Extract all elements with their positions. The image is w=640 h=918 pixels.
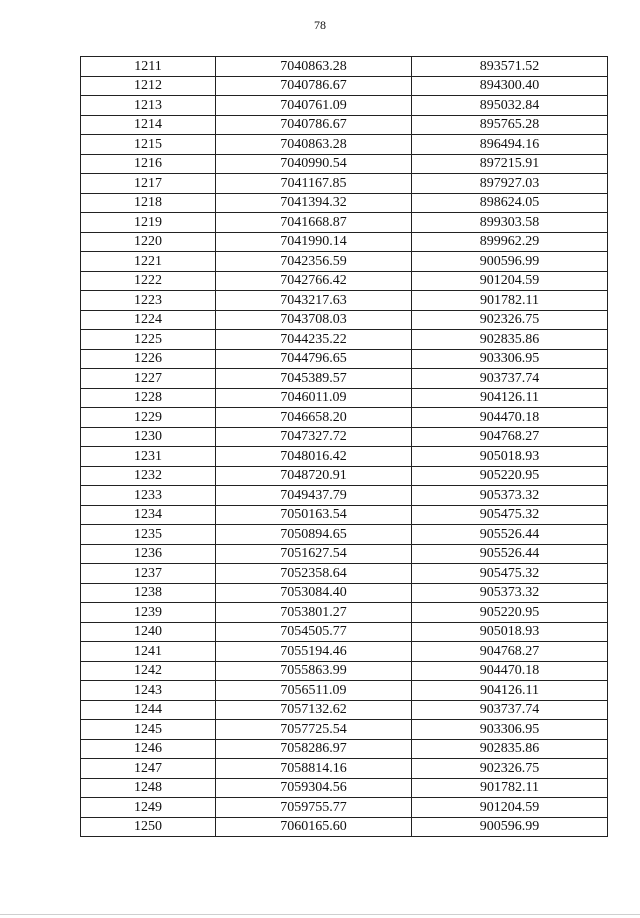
y-coordinate-cell: 902835.86 [412,330,608,350]
table-row [81,700,608,720]
x-coordinate-cell: 7043708.03 [216,310,412,330]
x-coordinate-cell: 7040863.28 [216,135,412,155]
x-coordinate-cell: 7041167.85 [216,174,412,194]
table-row [81,154,608,174]
point-number-cell: 1241 [81,642,216,662]
table-row [81,57,608,77]
point-number-cell: 1236 [81,544,216,564]
table-row [81,96,608,116]
point-number-cell: 1231 [81,447,216,467]
point-number-cell: 1235 [81,525,216,545]
table-row [81,76,608,96]
x-coordinate-cell: 7058814.16 [216,759,412,779]
point-number-cell: 1230 [81,427,216,447]
table-row [81,213,608,233]
y-coordinate-cell: 897927.03 [412,174,608,194]
x-coordinate-cell: 7057132.62 [216,700,412,720]
point-number-cell: 1245 [81,720,216,740]
y-coordinate-cell: 905220.95 [412,603,608,623]
table-row [81,564,608,584]
x-coordinate-cell: 7048016.42 [216,447,412,467]
x-coordinate-cell: 7050894.65 [216,525,412,545]
page-number: 78 [314,18,326,32]
table-row [81,720,608,740]
point-number-cell: 1248 [81,778,216,798]
table-row [81,174,608,194]
y-coordinate-cell: 901204.59 [412,798,608,818]
point-number-cell: 1243 [81,681,216,701]
table-row [81,310,608,330]
y-coordinate-cell: 899303.58 [412,213,608,233]
x-coordinate-cell: 7042766.42 [216,271,412,291]
x-coordinate-cell: 7046011.09 [216,388,412,408]
y-coordinate-cell: 902326.75 [412,310,608,330]
y-coordinate-cell: 905373.32 [412,583,608,603]
y-coordinate-cell: 902326.75 [412,759,608,779]
x-coordinate-cell: 7049437.79 [216,486,412,506]
y-coordinate-cell: 904768.27 [412,427,608,447]
x-coordinate-cell: 7057725.54 [216,720,412,740]
y-coordinate-cell: 903737.74 [412,700,608,720]
x-coordinate-cell: 7046658.20 [216,408,412,428]
x-coordinate-cell: 7053084.40 [216,583,412,603]
y-coordinate-cell: 905526.44 [412,525,608,545]
x-coordinate-cell: 7041668.87 [216,213,412,233]
table-row [81,661,608,681]
y-coordinate-cell: 904768.27 [412,642,608,662]
table-row [81,349,608,369]
point-number-cell: 1219 [81,213,216,233]
table-row [81,193,608,213]
table-row [81,388,608,408]
point-number-cell: 1211 [81,57,216,77]
x-coordinate-cell: 7040761.09 [216,96,412,116]
point-number-cell: 1242 [81,661,216,681]
table-row [81,369,608,389]
table-row [81,681,608,701]
x-coordinate-cell: 7047327.72 [216,427,412,447]
point-number-cell: 1215 [81,135,216,155]
y-coordinate-cell: 905018.93 [412,447,608,467]
point-number-cell: 1246 [81,739,216,759]
table-row [81,525,608,545]
x-coordinate-cell: 7059755.77 [216,798,412,818]
table-row [81,291,608,311]
table-row [81,271,608,291]
point-number-cell: 1213 [81,96,216,116]
y-coordinate-cell: 895765.28 [412,115,608,135]
x-coordinate-cell: 7040786.67 [216,115,412,135]
table-row [81,778,608,798]
point-number-cell: 1217 [81,174,216,194]
y-coordinate-cell: 894300.40 [412,76,608,96]
point-number-cell: 1234 [81,505,216,525]
x-coordinate-cell: 7058286.97 [216,739,412,759]
point-number-cell: 1250 [81,817,216,837]
point-number-cell: 1226 [81,349,216,369]
point-number-cell: 1220 [81,232,216,252]
table-row [81,583,608,603]
page-bottom-divider [0,914,640,915]
x-coordinate-cell: 7056511.09 [216,681,412,701]
point-number-cell: 1223 [81,291,216,311]
table-row [81,135,608,155]
point-number-cell: 1221 [81,252,216,272]
point-number-cell: 1233 [81,486,216,506]
y-coordinate-cell: 905526.44 [412,544,608,564]
x-coordinate-cell: 7050163.54 [216,505,412,525]
x-coordinate-cell: 7040786.67 [216,76,412,96]
y-coordinate-cell: 905373.32 [412,486,608,506]
y-coordinate-cell: 904126.11 [412,388,608,408]
coordinate-table [80,56,608,837]
y-coordinate-cell: 901204.59 [412,271,608,291]
x-coordinate-cell: 7051627.54 [216,544,412,564]
x-coordinate-cell: 7041394.32 [216,193,412,213]
y-coordinate-cell: 902835.86 [412,739,608,759]
y-coordinate-cell: 897215.91 [412,154,608,174]
y-coordinate-cell: 905220.95 [412,466,608,486]
y-coordinate-cell: 895032.84 [412,96,608,116]
x-coordinate-cell: 7059304.56 [216,778,412,798]
y-coordinate-cell: 904470.18 [412,408,608,428]
y-coordinate-cell: 905475.32 [412,564,608,584]
point-number-cell: 1244 [81,700,216,720]
x-coordinate-cell: 7041990.14 [216,232,412,252]
point-number-cell: 1216 [81,154,216,174]
table-row [81,759,608,779]
point-number-cell: 1222 [81,271,216,291]
y-coordinate-cell: 896494.16 [412,135,608,155]
table-row [81,427,608,447]
point-number-cell: 1237 [81,564,216,584]
point-number-cell: 1247 [81,759,216,779]
table-row [81,817,608,837]
y-coordinate-cell: 903306.95 [412,349,608,369]
x-coordinate-cell: 7055863.99 [216,661,412,681]
y-coordinate-cell: 904126.11 [412,681,608,701]
table-row [81,486,608,506]
point-number-cell: 1238 [81,583,216,603]
y-coordinate-cell: 901782.11 [412,291,608,311]
point-number-cell: 1228 [81,388,216,408]
y-coordinate-cell: 898624.05 [412,193,608,213]
x-coordinate-cell: 7054505.77 [216,622,412,642]
table-row [81,115,608,135]
point-number-cell: 1224 [81,310,216,330]
point-number-cell: 1249 [81,798,216,818]
y-coordinate-cell: 905018.93 [412,622,608,642]
x-coordinate-cell: 7043217.63 [216,291,412,311]
y-coordinate-cell: 899962.29 [412,232,608,252]
x-coordinate-cell: 7055194.46 [216,642,412,662]
x-coordinate-cell: 7040990.54 [216,154,412,174]
table-row [81,505,608,525]
x-coordinate-cell: 7048720.91 [216,466,412,486]
x-coordinate-cell: 7044796.65 [216,349,412,369]
x-coordinate-cell: 7040863.28 [216,57,412,77]
table-row [81,642,608,662]
table-body [81,57,608,837]
y-coordinate-cell: 903737.74 [412,369,608,389]
x-coordinate-cell: 7044235.22 [216,330,412,350]
point-number-cell: 1214 [81,115,216,135]
x-coordinate-cell: 7060165.60 [216,817,412,837]
y-coordinate-cell: 893571.52 [412,57,608,77]
point-number-cell: 1232 [81,466,216,486]
y-coordinate-cell: 900596.99 [412,817,608,837]
table-row [81,739,608,759]
table-row [81,408,608,428]
y-coordinate-cell: 904470.18 [412,661,608,681]
point-number-cell: 1229 [81,408,216,428]
table-row [81,603,608,623]
x-coordinate-cell: 7053801.27 [216,603,412,623]
point-number-cell: 1227 [81,369,216,389]
y-coordinate-cell: 903306.95 [412,720,608,740]
x-coordinate-cell: 7045389.57 [216,369,412,389]
point-number-cell: 1212 [81,76,216,96]
table-row [81,622,608,642]
point-number-cell: 1218 [81,193,216,213]
point-number-cell: 1225 [81,330,216,350]
table-row [81,544,608,564]
table-row [81,252,608,272]
table-row [81,232,608,252]
table-row [81,798,608,818]
table-row [81,447,608,467]
table-row [81,330,608,350]
table-row [81,466,608,486]
y-coordinate-cell: 900596.99 [412,252,608,272]
y-coordinate-cell: 901782.11 [412,778,608,798]
point-number-cell: 1240 [81,622,216,642]
x-coordinate-cell: 7052358.64 [216,564,412,584]
y-coordinate-cell: 905475.32 [412,505,608,525]
point-number-cell: 1239 [81,603,216,623]
x-coordinate-cell: 7042356.59 [216,252,412,272]
